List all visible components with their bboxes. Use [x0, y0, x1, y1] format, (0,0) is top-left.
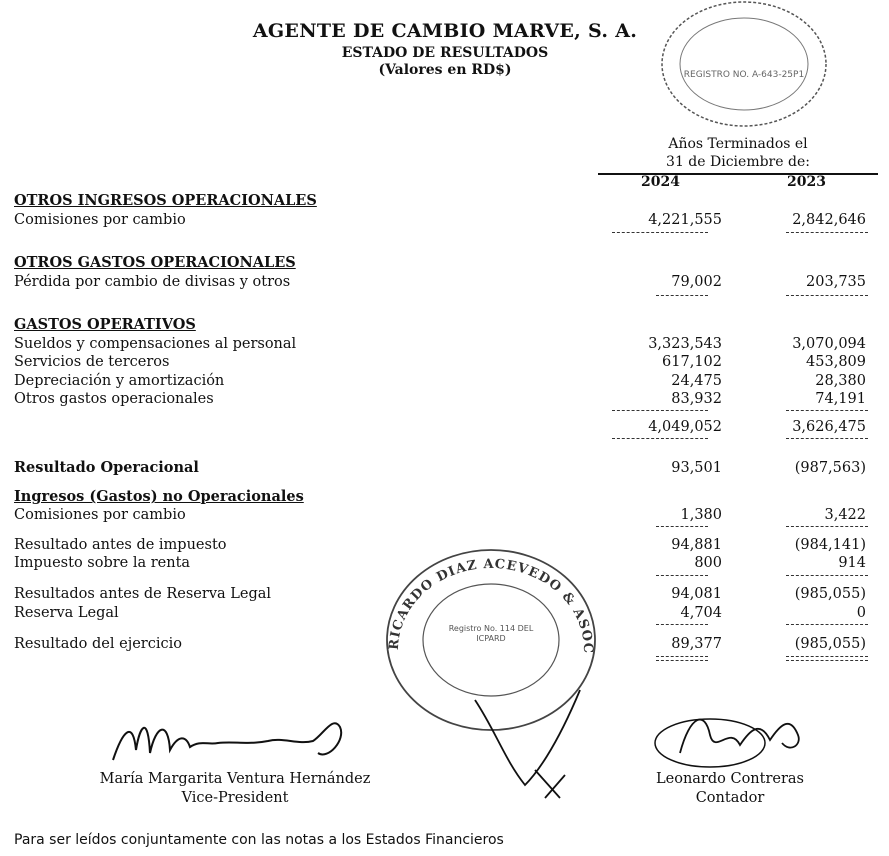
value-2024: 83,932 [671, 391, 722, 407]
value-2024: 617,102 [662, 354, 722, 370]
value-2024: 800 [694, 555, 722, 571]
table-row [14, 272, 874, 292]
value-2023: 2,842,646 [792, 212, 866, 228]
table-row [14, 334, 874, 354]
value-2023: (985,055) [794, 636, 866, 652]
table-row [14, 505, 874, 525]
subtotal-row [14, 417, 874, 437]
dashed-rule [612, 410, 708, 411]
value-2024: 1,380 [680, 507, 722, 523]
dashed-rule [656, 575, 708, 576]
year-2024-header: 2024 [641, 174, 680, 190]
seal-ring-text: RICARDO DIAZ ACEVEDO & ASOCS. S.R.L. [372, 529, 596, 655]
table-row [14, 371, 874, 391]
value-2024: 79,002 [671, 274, 722, 290]
dashed-rule [612, 232, 708, 233]
value-2024: 4,704 [680, 605, 722, 621]
dashed-rule [612, 438, 708, 439]
row-label: Otros gastos operacionales [14, 391, 214, 407]
value-2023: 0 [856, 605, 866, 621]
left-signatory-name: María Margarita Ventura Hernández [99, 771, 371, 787]
value-2023: 453,809 [806, 354, 866, 370]
table-row [14, 389, 874, 409]
row-label: Comisiones por cambio [14, 507, 186, 523]
left-signatory-title: Vice-President [181, 790, 289, 806]
row-label: Sueldos y compensaciones al personal [14, 336, 297, 352]
row-label: OTROS INGRESOS OPERACIONALES [14, 192, 317, 209]
value-2023: 3,626,475 [792, 419, 866, 435]
value-2024: 89,377 [671, 636, 722, 652]
row-label: Servicios de terceros [14, 354, 170, 370]
section-heading-non-operating [14, 487, 874, 507]
row-label: Ingresos (Gastos) no Operacionales [14, 488, 304, 505]
double-dashed-rule [656, 656, 708, 661]
column-heading-line1: Años Terminados el [668, 136, 808, 152]
row-label: Resultado antes de impuesto [14, 537, 227, 553]
row-label: Resultado del ejercicio [14, 636, 182, 652]
value-2024: 4,221,555 [648, 212, 722, 228]
footer-note: Para ser leídos conjuntamente con las notas a los Estados Financieros [14, 832, 504, 848]
dashed-rule [786, 438, 868, 439]
row-label: Comisiones por cambio [14, 212, 186, 228]
value-2023: (985,055) [794, 586, 866, 602]
right-signatory-name: Leonardo Contreras [656, 771, 804, 787]
row-label: Reserva Legal [14, 605, 119, 621]
dashed-rule [656, 295, 708, 296]
value-2023: 3,070,094 [792, 336, 866, 352]
value-2023: 28,380 [815, 373, 866, 389]
stamp-text: REGISTRO NO. A-643-25P1 [683, 70, 805, 80]
row-label: OTROS GASTOS OPERACIONALES [14, 254, 296, 271]
dashed-rule [786, 526, 868, 527]
dashed-rule [786, 575, 868, 576]
table-row [14, 210, 874, 230]
statement-title: ESTADO DE RESULTADOS [341, 45, 549, 61]
value-2023: 914 [838, 555, 866, 571]
center-signature [465, 680, 585, 800]
right-signature [650, 705, 810, 770]
value-2024: 93,501 [671, 460, 722, 476]
row-label: Resultados antes de Reserva Legal [14, 586, 272, 602]
value-2023: 3,422 [824, 507, 866, 523]
value-2023: (984,141) [794, 537, 866, 553]
dashed-rule [656, 526, 708, 527]
value-2023: (987,563) [794, 460, 866, 476]
column-heading-line2: 31 de Diciembre de: [666, 154, 810, 170]
row-label: Depreciación y amortización [14, 373, 225, 389]
value-2024: 94,081 [671, 586, 722, 602]
value-2024: 94,881 [671, 537, 722, 553]
dashed-rule [786, 624, 868, 625]
value-2023: 203,735 [806, 274, 866, 290]
year-2023-header: 2023 [787, 174, 826, 190]
currency-note: (Valores en RD$) [378, 62, 512, 78]
left-signature [108, 705, 358, 775]
dashed-rule [656, 624, 708, 625]
row-label: Pérdida por cambio de divisas y otros [14, 274, 291, 290]
value-2024: 3,323,543 [648, 336, 722, 352]
value-2024: 4,049,052 [648, 419, 722, 435]
dashed-rule [786, 232, 868, 233]
company-name: AGENTE DE CAMBIO MARVE, S. A. [252, 20, 638, 42]
double-dashed-rule [786, 656, 868, 661]
section-heading-other-income [14, 191, 874, 211]
section-heading-operating-expenses [14, 315, 874, 335]
dashed-rule [786, 295, 868, 296]
right-signatory-title: Contador [695, 790, 765, 806]
row-label: GASTOS OPERATIVOS [14, 316, 196, 333]
table-row [14, 458, 874, 478]
table-row [14, 352, 874, 372]
section-heading-other-expenses [14, 253, 874, 273]
value-2024: 24,475 [671, 373, 722, 389]
row-label: Impuesto sobre la renta [14, 555, 191, 571]
value-2023: 74,191 [815, 391, 866, 407]
row-label: Resultado Operacional [14, 459, 199, 476]
seal-inner-text: Registro No. 114 DEL ICPARD [448, 624, 534, 643]
dashed-rule [786, 410, 868, 411]
registration-stamp [652, 2, 832, 132]
